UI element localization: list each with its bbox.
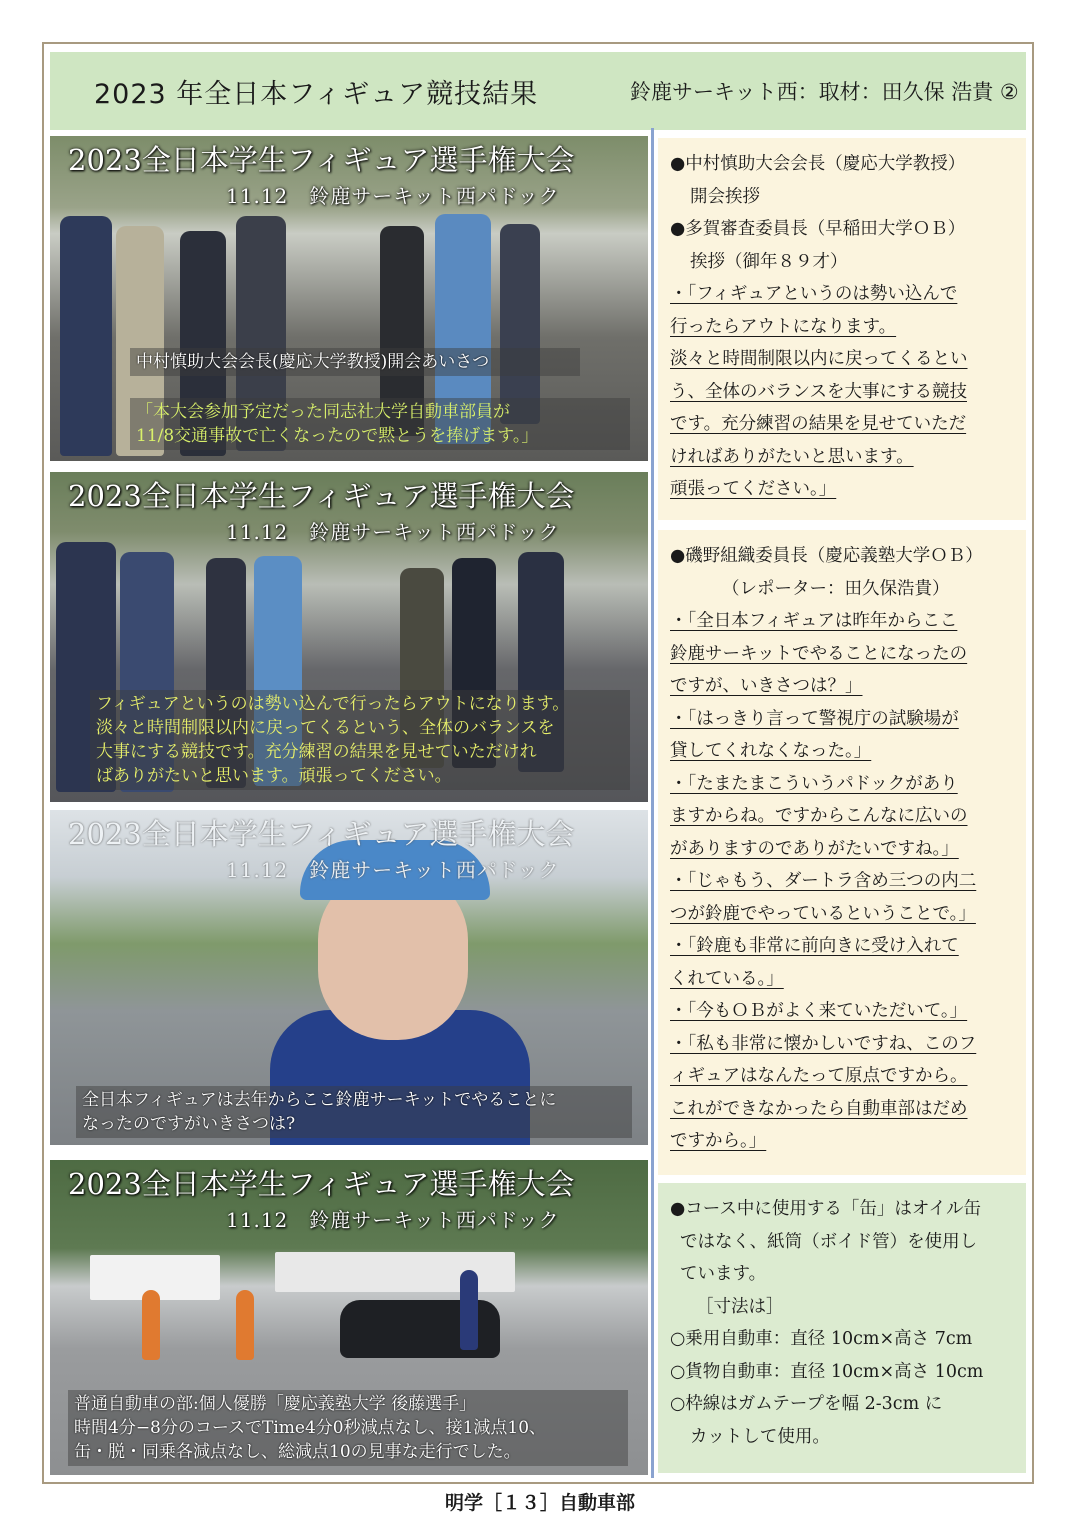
quote-line: う、全体のバランスを大事にする競技: [670, 381, 967, 402]
note-line: ●コース中に使用する「缶」はオイル缶: [670, 1199, 982, 1219]
quote-line: です。充分練習の結果を見せていただ: [670, 414, 967, 434]
speech-panel: [658, 138, 1026, 520]
quote-line: ・「じゃもう、ダートラ含め三つの内二: [670, 871, 977, 891]
page-subtitle: 鈴鹿サーキット西：取材：田久保 浩貴 ②: [630, 80, 1019, 104]
quote-line: がありますのでありがたいですね。」: [670, 838, 959, 859]
quote-line: ・「たまたまこういうパドックがあり: [670, 773, 958, 794]
quote-line: 頑張ってください。」: [670, 479, 837, 499]
quote-line: ですが、いきさつは？」: [670, 676, 863, 696]
photo-banner-title: 2023全日本学生フィギュア選手権大会: [68, 817, 575, 851]
photo-banner-date: 11.12 鈴鹿サーキット西パドック: [226, 184, 560, 208]
quote-line: ・「全日本フィギュアは昨年からここ: [670, 611, 958, 631]
quote-line: ・「私も非常に懐かしいですね、このフ: [670, 1033, 977, 1054]
quote-line: ますからね。ですからこんなに広いの: [670, 806, 968, 826]
photo-caption-quote: 「本大会参加予定だった同志社大学自動車部員が 11/8交通事故で亡くなったので黙とうを捧げます。」: [130, 398, 630, 450]
speaker-heading: ●多賀審査委員長（早稲田大学ＯＢ）: [670, 219, 966, 239]
quote-line: これができなかったら自動車部はだめ: [670, 1098, 968, 1119]
photo-judge-speech: [50, 472, 648, 802]
photo-caption: 普通自動車の部:個人優勝「慶応義塾大学 後藤選手」 時間4分−8分のコースでTime4分0秒減点なし、接1減点10、 缶・脱・同乗各減点なし、総減点10の見事な走行でした。: [68, 1390, 628, 1466]
reporter-credit: （レポーター：田久保浩貴）: [722, 578, 950, 599]
course-notes-panel: [658, 1183, 1026, 1473]
quote-line: ・「鈴鹿も非常に前向きに受け入れて: [670, 936, 959, 956]
dimension-item: ○枠線はガムテープを幅 2-3cm に: [670, 1394, 943, 1414]
quote-line: ですから。」: [670, 1131, 767, 1151]
quote-line: 貸してくれなくなった。」: [670, 741, 872, 761]
dimensions-heading: ［寸法は］: [696, 1296, 784, 1317]
dimension-item: ○乗用自動車：直径 10cm×高さ 7cm: [670, 1329, 973, 1349]
quote-line: くれている。」: [670, 968, 784, 989]
photo-opening-ceremony: [50, 136, 648, 461]
speaker-heading: ●磯野組織委員長（慶応義塾大学ＯＢ）: [670, 546, 983, 566]
quote-line: ・「今もＯＢがよく来ていただいて。」: [670, 1001, 968, 1021]
speaker-role: 挨拶（御年８９才）: [690, 251, 848, 272]
photo-caption: フィギュアというのは勢い込んで行ったらアウトになります。 淡々と時間制限以内に戻ってくるという、全体のバランスを 大事にする競技です。充分練習の結果を見せていただけれ ばありがたいと思います。頑張ってください。: [90, 690, 630, 790]
speaker-role: 開会挨拶: [690, 186, 760, 207]
quote-line: ィギュアはなんたって原点ですから。: [670, 1066, 968, 1086]
photo-banner-date: 11.12 鈴鹿サーキット西パドック: [226, 520, 560, 544]
quote-line: ければありがたいと思います。: [670, 446, 914, 467]
quote-line: 行ったらアウトになります。: [670, 316, 897, 337]
interview-panel: [658, 530, 1026, 1175]
note-line: ではなく、紙筒（ボイド管）を使用し: [680, 1231, 978, 1252]
quote-line: 淡々と時間制限以内に戻ってくるとい: [670, 349, 968, 369]
photo-banner-date: 11.12 鈴鹿サーキット西パドック: [226, 1208, 560, 1232]
photo-caption: 全日本フィギュアは去年からここ鈴鹿サーキットでやることに なったのですがいきさつは?: [76, 1086, 632, 1138]
photo-banner-date: 11.12 鈴鹿サーキット西パドック: [226, 858, 560, 882]
photo-competition: [50, 1160, 648, 1475]
page-header: [50, 52, 1026, 130]
quote-line: ・「フィギュアというのは勢い込んで: [670, 284, 958, 304]
photo-interview: [50, 810, 648, 1145]
dimension-item: ○貨物自動車：直径 10cm×高さ 10cm: [670, 1361, 984, 1382]
column-divider: [651, 128, 654, 1478]
photo-banner-title: 2023全日本学生フィギュア選手権大会: [68, 1167, 575, 1201]
quote-line: ・「はっきり言って警視庁の試験場が: [670, 708, 959, 729]
photo-banner-title: 2023全日本学生フィギュア選手権大会: [68, 143, 575, 177]
page-title: 2023 年全日本フィギュア競技結果: [94, 79, 539, 110]
quote-line: つが鈴鹿でやっているということで。」: [670, 903, 976, 924]
photo-banner-title: 2023全日本学生フィギュア選手権大会: [68, 479, 575, 513]
page-footer: 明学［１３］自動車部: [444, 1492, 635, 1514]
quote-line: 鈴鹿サーキットでやることになったの: [670, 643, 968, 664]
dimension-item: カットして使用。: [690, 1426, 830, 1447]
note-line: ています。: [680, 1264, 767, 1284]
photo-caption: 中村慎助大会会長(慶応大学教授)開会あいさつ: [130, 348, 580, 376]
speaker-heading: ●中村慎助大会会長（慶応大学教授）: [670, 154, 966, 174]
